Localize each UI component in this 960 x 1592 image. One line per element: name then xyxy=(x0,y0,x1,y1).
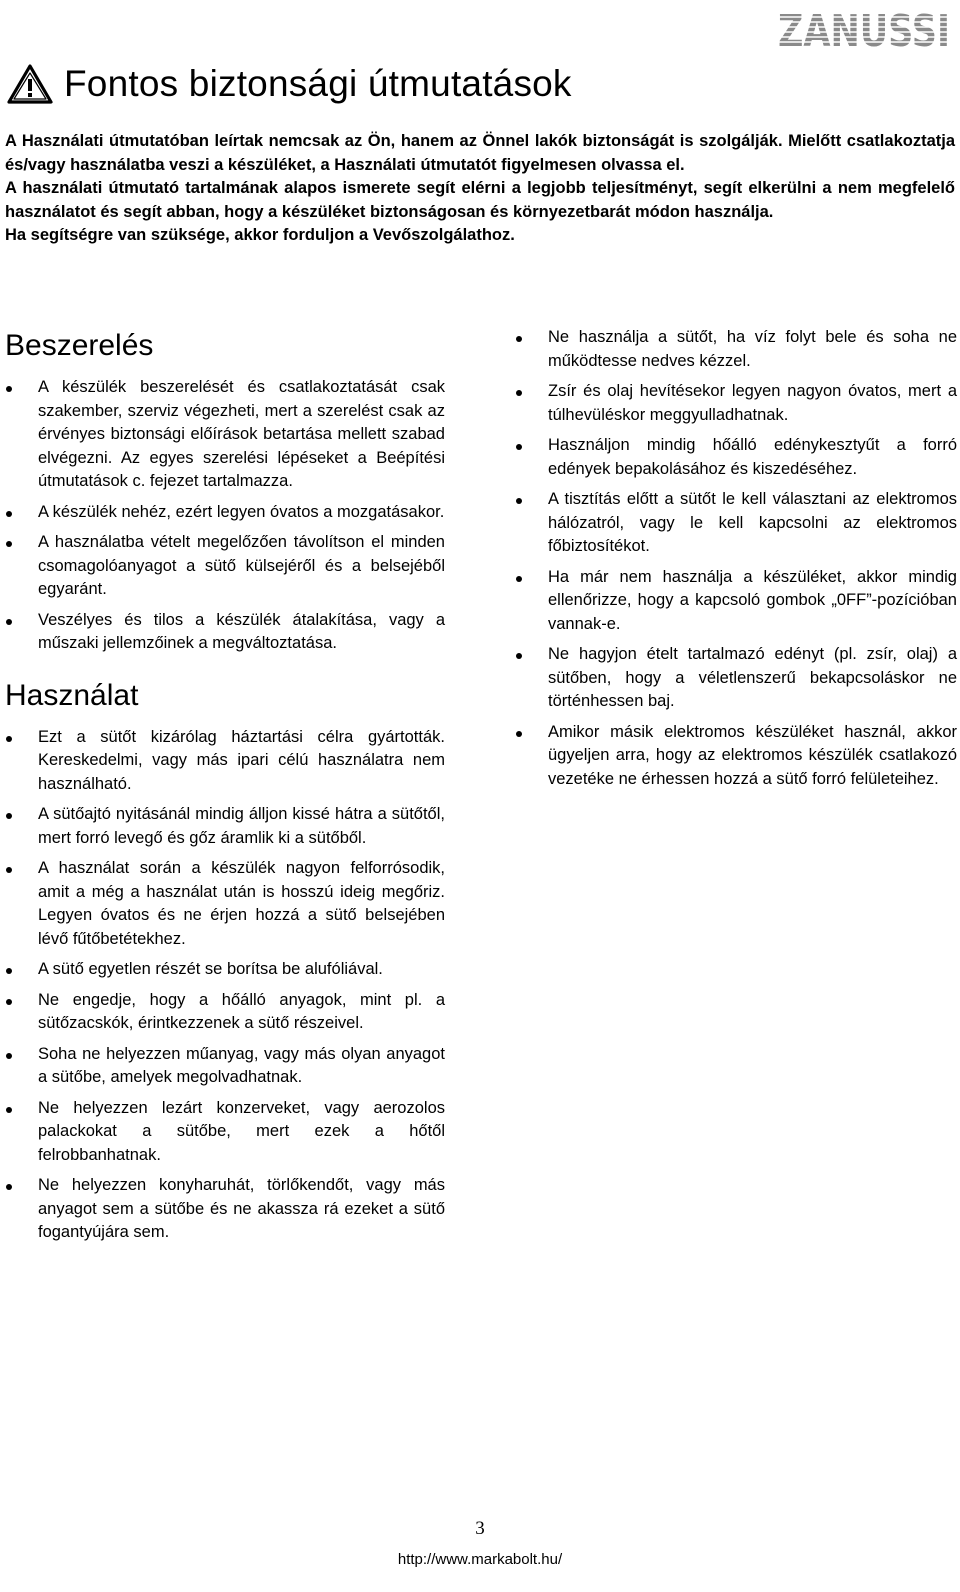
list-item-text: A használat során a készülék nagyon felforrósodik, amit a még a használat után is hosszú ideig megőriz. Legyen óvatos és ne érjen hozzá a sütő belsejében lévő fűtőbetétekhez. xyxy=(38,859,445,948)
bullet-icon xyxy=(6,867,12,873)
list-item xyxy=(5,803,445,850)
usage-list xyxy=(5,726,445,1245)
bullet-icon xyxy=(6,511,12,517)
list-item xyxy=(5,1043,445,1090)
list-item xyxy=(515,721,957,792)
bullet-icon xyxy=(516,731,522,737)
bullet-icon xyxy=(516,390,522,396)
list-item-text: Zsír és olaj hevítésekor legyen nagyon óvatos, mert a túlhevüléskor meggyulladhatnak. xyxy=(548,382,957,424)
list-item-text: A használatba vételt megelőzően távolítson el minden csomagolóanyagot a sütő külsejéről és a belsejéből egyaránt. xyxy=(38,533,445,598)
bullet-icon xyxy=(516,653,522,659)
safety-list xyxy=(515,326,957,791)
list-item-text: A tisztítás előtt a sütőt le kell választani az elektromos hálózatról, vagy le kell kapcsolni az elektromos főbiztosítékot. xyxy=(548,490,957,555)
intro-paragraph: Ha segítségre van szüksége, akkor forduljon a Vevőszolgálathoz. xyxy=(5,226,515,244)
bullet-icon xyxy=(516,336,522,342)
logo-text: ZANUSSI xyxy=(778,6,950,52)
list-item-text: Ne engedje, hogy a hőálló anyagok, mint pl. a sütőzacskók, érintkezzenek a sütő részeivel. xyxy=(38,990,445,1032)
bullet-icon xyxy=(6,736,12,742)
page-title: Fontos biztonsági útmutatások xyxy=(64,63,572,104)
list-item xyxy=(5,989,445,1036)
list-item xyxy=(515,566,957,637)
list-item-text: Használjon mindig hőálló edénykesztyűt a forró edények bepakolásához és kiszedéséhez. xyxy=(548,436,957,478)
page-number: 3 xyxy=(475,1518,485,1539)
left-column xyxy=(5,326,445,1252)
bullet-icon xyxy=(6,619,12,625)
list-item xyxy=(515,488,957,559)
list-item-text: Ne használja a sütőt, ha víz folyt bele és soha ne működtesse nedves kézzel. xyxy=(548,328,957,370)
list-item xyxy=(5,501,445,525)
bullet-icon xyxy=(516,444,522,450)
installation-heading: Beszerelés xyxy=(5,329,154,362)
list-item-text: A sütőajtó nyitásánál mindig álljon kissé hátra a sütőtől, mert forró levegő és gőz áramlik ki a sütőből. xyxy=(38,805,445,847)
list-item-text: A készülék nehéz, ezért legyen óvatos a mozgatásakor. xyxy=(38,502,445,521)
bullet-icon xyxy=(6,968,12,974)
bullet-icon xyxy=(6,386,12,392)
zanussi-logo xyxy=(775,4,953,52)
list-item xyxy=(5,1174,445,1245)
usage-heading: Használat xyxy=(5,678,139,712)
list-item-text: Amikor másik elektromos készüléket használ, akkor ügyeljen arra, hogy az elektromos készülék csatlakozó vezetéke ne érhessen hozzá a sütő forró felületeihez. xyxy=(548,722,957,788)
list-item xyxy=(5,1097,445,1168)
bullet-icon xyxy=(6,813,12,819)
list-item xyxy=(5,726,445,797)
list-item xyxy=(515,380,957,427)
list-item xyxy=(5,531,445,602)
intro-paragraph: A használati útmutató tartalmának alapos ismerete segít elérni a legjobb teljesítményt, segít elkerülni a nem megfelelő használatot és segít abban, hogy a készüléket biztonságosan és környezetbarát módon használja. xyxy=(5,179,955,221)
list-item xyxy=(5,609,445,656)
list-item-text: Ha már nem használja a készüléket, akkor mindig ellenőrizze, hogy a kapcsoló gombok „0FF”-pozícióban vannak-e. xyxy=(548,567,957,633)
warning-triangle-icon xyxy=(6,63,54,105)
bullet-icon xyxy=(516,576,522,582)
list-item-text: Ne helyezzen lezárt konzerveket, vagy aerozolos palackokat a sütőbe, mert ezek a hőtől felrobbanhatnak. xyxy=(38,1098,445,1164)
list-item xyxy=(5,857,445,951)
list-item-text: Veszélyes és tilos a készülék átalakítása, vagy a műszaki jellemzőinek a megváltoztatása. xyxy=(38,610,445,652)
list-item-text: Ne helyezzen konyharuhát, törlőkendőt, vagy más anyagot sem a sütőbe és ne akassza rá ezeket a sütő fogantyújára sem. xyxy=(38,1176,445,1241)
intro-section xyxy=(5,130,955,248)
right-column xyxy=(515,326,957,798)
installation-list xyxy=(5,376,445,656)
bullet-icon xyxy=(516,498,522,504)
list-item-text: Ne hagyjon ételt tartalmazó edényt (pl. zsír, olaj) a sütőben, hogy a véletlenszerű bekapcsoláskor ne történhessen baj. xyxy=(548,645,957,710)
list-item-text: Soha ne helyezzen műanyag, vagy más olyan anyagot a sütőbe, amelyek megolvadhatnak. xyxy=(38,1044,445,1086)
bullet-icon xyxy=(6,1107,12,1113)
list-item-text: A sütő egyetlen részét se borítsa be alufóliával. xyxy=(38,960,383,978)
list-item xyxy=(515,643,957,714)
bullet-icon xyxy=(6,1184,12,1190)
list-item-text: Ezt a sütőt kizárólag háztartási célra gyártották. Kereskedelmi, vagy más ipari célú használatra nem használható. xyxy=(38,727,445,793)
page-header xyxy=(6,56,572,112)
list-item xyxy=(5,376,445,494)
list-item-text: A készülék beszerelését és csatlakoztatását csak szakember, szerviz végezheti, mert a szerelést csak az érvényes biztonsági előírások betartása mellett szabad elvégezni. Az egyes szerelési lépéseket a Beépítési útmutatások c. fejezet tartalmazza. xyxy=(38,378,445,490)
intro-paragraph: A Használati útmutatóban leírtak nemcsak az Ön, hanem az Önnel lakók biztonságát is szolgálják. Mielőtt csatlakoztatja és/vagy használatba veszi a készüléket, a Használati útmutatót figyelmesen olvassa el. xyxy=(5,132,955,174)
list-item xyxy=(515,326,957,373)
footer-url: http://www.markabolt.hu/ xyxy=(397,1551,563,1568)
bullet-icon xyxy=(6,999,12,1005)
bullet-icon xyxy=(6,541,12,547)
list-item xyxy=(515,434,957,481)
bullet-icon xyxy=(6,1053,12,1059)
list-item xyxy=(5,958,445,982)
